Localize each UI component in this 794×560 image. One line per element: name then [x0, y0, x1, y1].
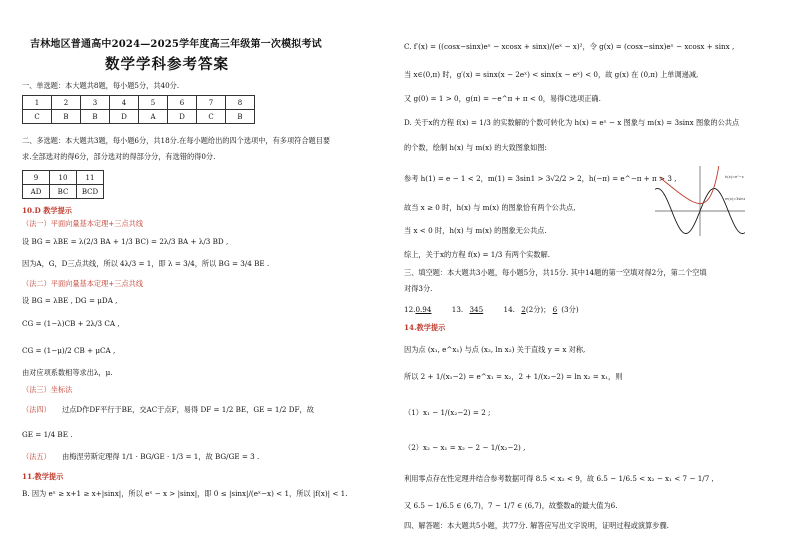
q14-line4: （2）x₂ − x₁ = x₂ − 2 − 1/(x₂−2) ,	[404, 443, 526, 452]
table-cell: 1	[23, 96, 52, 110]
h-curve-label: h(x)=eˣ−x	[725, 175, 744, 179]
q11d-line2: 的个数，绘制 h(x) 与 m(x) 的大致图象如图:	[404, 143, 547, 152]
q10-method2-line4: 由对应项系数相等求出λ，μ.	[22, 368, 113, 377]
table-cell: D	[110, 110, 139, 124]
sec1-intro: 一、单选题：本大题共8题，每小题5分，共40分.	[22, 81, 180, 90]
table-cell: 11	[77, 171, 104, 185]
q10-method5-title: （法五）	[22, 452, 51, 461]
sec3-intro-line2: 对得3分.	[404, 284, 433, 293]
q10-method1-line2: 因为A，G，D三点共线，所以 4λ/3 = 1，即 λ = 3/4，所以 BG = 3/4 BE .	[22, 259, 270, 268]
q11d-line1: D. 关于x的方程 f(x) = 1/3 的实数解的个数可转化为 h(x) = eˣ − x 图象与 m(x) = 3sinx 图象的公共点	[404, 118, 740, 127]
sec1-answer-row	[23, 110, 255, 124]
fill-14b-answer: 6	[552, 305, 558, 314]
table-cell: 2	[52, 96, 81, 110]
q10-method2-line1: 设 BG = λBE , DG = μDA ,	[22, 296, 118, 305]
table-cell: 3	[81, 96, 110, 110]
q10-method2-title: （法二）平面向量基本定理+三点共线	[22, 279, 144, 288]
table-cell: 9	[23, 171, 50, 185]
q11c-line2: 当 x∈(0,π) 时，g′(x) = sinx(x − 2eˣ) < sinx(x − eˣ) < 0，故 g(x) 在 (0,π) 上单调递减,	[404, 70, 699, 79]
fill-14b-points: (3分)	[561, 305, 579, 314]
q14-line2: 所以 2 + 1/(x₁−2) = e^x₁ = x₂，2 + 1/(x₂−2) = ln x₂ = x₁，则	[404, 372, 623, 381]
q14-heading: 14.教学提示	[404, 323, 446, 332]
table-cell: 5	[139, 96, 168, 110]
sec2-number-row	[23, 171, 104, 185]
q10-method1-title: （法一）平面向量基本定理+三点共线	[22, 219, 144, 228]
fill-12-label: 12.	[404, 305, 416, 314]
q10-heading: 10.D 教学提示	[22, 206, 72, 215]
sec2-answer-row	[23, 185, 104, 199]
q14-line1: 因为点 (x₁, e^x₁) 与点 (x₂, ln x₂) 关于直线 y = x 对称,	[404, 345, 586, 354]
table-cell: B	[226, 110, 255, 124]
q10-method4-line1: 过点D作DF平行于BE，交AC于点F，易得 DF = 1/2 BE，GE = 1/2 DF，故	[62, 405, 314, 414]
sec4-intro: 四、解答题：本大题共5小题，共77分. 解答应写出文字说明，证明过程或演算步骤.	[404, 521, 669, 530]
table-cell: D	[168, 110, 197, 124]
q11c-line1: C. f′(x) = ((cosx−sinx)eˣ − xcosx + sinx)/(eˣ − x)²，令 g(x) = (cosx−sinx)eˣ − xcosx + sinx ,	[404, 42, 735, 51]
q14-line6: 又 6.5 − 1/6.5 ∈ (6,7)，7 − 1/7 ∈ (6,7)，故整数a的最大值为6.	[404, 501, 618, 510]
function-graph	[655, 166, 745, 236]
table-cell: A	[139, 110, 168, 124]
q11-line1: B. 因为 eˣ ≥ x+1 ≥ x+|sinx|，所以 eˣ − x > |sinx|，即 0 ≤ |sinx|/(eˣ−x) < 1，所以 |f(x)| < 1.	[22, 489, 348, 498]
q10-method1-line1: 设 BG = λBE = λ(2/3 BA + 1/3 BC) = 2λ/3 BA + λ/3 BD ,	[22, 237, 229, 246]
table-cell: 7	[197, 96, 226, 110]
q10-method4-line2: GE = 1/4 BE .	[22, 430, 73, 439]
q11c-line3: 又 g(0) = 1 > 0，g(π) = −e^π + π < 0，易得C选项正确.	[404, 94, 601, 103]
table-cell: 10	[50, 171, 77, 185]
m-curve-label: m(x)=3sinx	[725, 197, 745, 201]
sec2-intro-line2: 求.全部选对的得6分，部分选对的得部分分，有选错的得0分.	[22, 152, 216, 161]
q11d-line4: 故当 x ≥ 0 时，h(x) 与 m(x) 的图象恰有两个公共点,	[404, 203, 576, 212]
table-cell: BCD	[77, 185, 104, 199]
q10-method2-line3: CG = (1−μ)/2 CB + μCA ,	[22, 346, 116, 355]
table-cell: BC	[50, 185, 77, 199]
sec2-answer-table	[22, 170, 104, 199]
sec2-intro-line1: 二、多选题：本大题共3题，每小题6分，共18分.在每小题给出的四个选项中，有多项符合题目要	[22, 136, 331, 145]
q14-line5: 利用零点存在性定理并结合参考数据可得 8.5 < x₂ < 9，故 6.5 − 1/6.5 < x₂ − x₁ < 7 − 1/7 ,	[404, 474, 714, 483]
fill-12-answer: 0.94	[415, 305, 432, 314]
table-cell: B	[81, 110, 110, 124]
sec1-number-row	[23, 96, 255, 110]
q10-method5-line1: 由梅涅劳斯定理得 1/1 · BG/GE · 1/3 = 1，故 BG/GE = 3 .	[62, 452, 260, 461]
h-curve	[660, 166, 720, 204]
q11-heading: 11.教学提示	[22, 472, 64, 481]
fill-14-label: 14.	[503, 305, 515, 314]
q10-method4-title: （法四）	[22, 405, 51, 414]
table-cell: 4	[110, 96, 139, 110]
exam-title: 吉林地区普通高中2024—2025学年度高三年级第一次模拟考试	[30, 39, 322, 50]
fill-14a-points: (2分)；	[525, 305, 551, 314]
q10-method2-line2: CG = (1−λ)CB + 2λ/3 CA ,	[22, 319, 120, 328]
table-cell: C	[23, 110, 52, 124]
table-cell: B	[52, 110, 81, 124]
fill-in-answers	[404, 305, 579, 314]
fill-13-label: 13.	[451, 305, 464, 314]
q14-line3: （1）x₁ − 1/(x₂−2) = 2 ;	[404, 408, 491, 417]
q11d-line6: 综上，关于x的方程 f(x) = 1/3 有两个实数解.	[404, 250, 551, 259]
table-cell: 8	[226, 96, 255, 110]
sec1-answer-table	[22, 95, 255, 124]
table-cell: AD	[23, 185, 50, 199]
table-cell: C	[197, 110, 226, 124]
fill-14a-answer: 2	[521, 305, 526, 314]
q10-method3-title: （法三）坐标法	[22, 385, 73, 394]
sec3-intro-line1: 三、填空题：本大题共3小题，每小题5分，共15分. 其中14题的第一空填对得2分，第二个空填	[404, 268, 707, 277]
fill-13-answer: 345	[469, 305, 484, 314]
q11d-line5: 当 x < 0 时，h(x) 与 m(x) 的图象无公共点.	[404, 226, 547, 235]
table-cell: 6	[168, 96, 197, 110]
page-title: 数学学科参考答案	[105, 56, 229, 73]
q11d-line3: 参考 h(1) = e − 1 < 2，m(1) = 3sin1 > 3√2/2 > 2，h(−π) = e^−π + π > 3 ,	[404, 174, 677, 183]
